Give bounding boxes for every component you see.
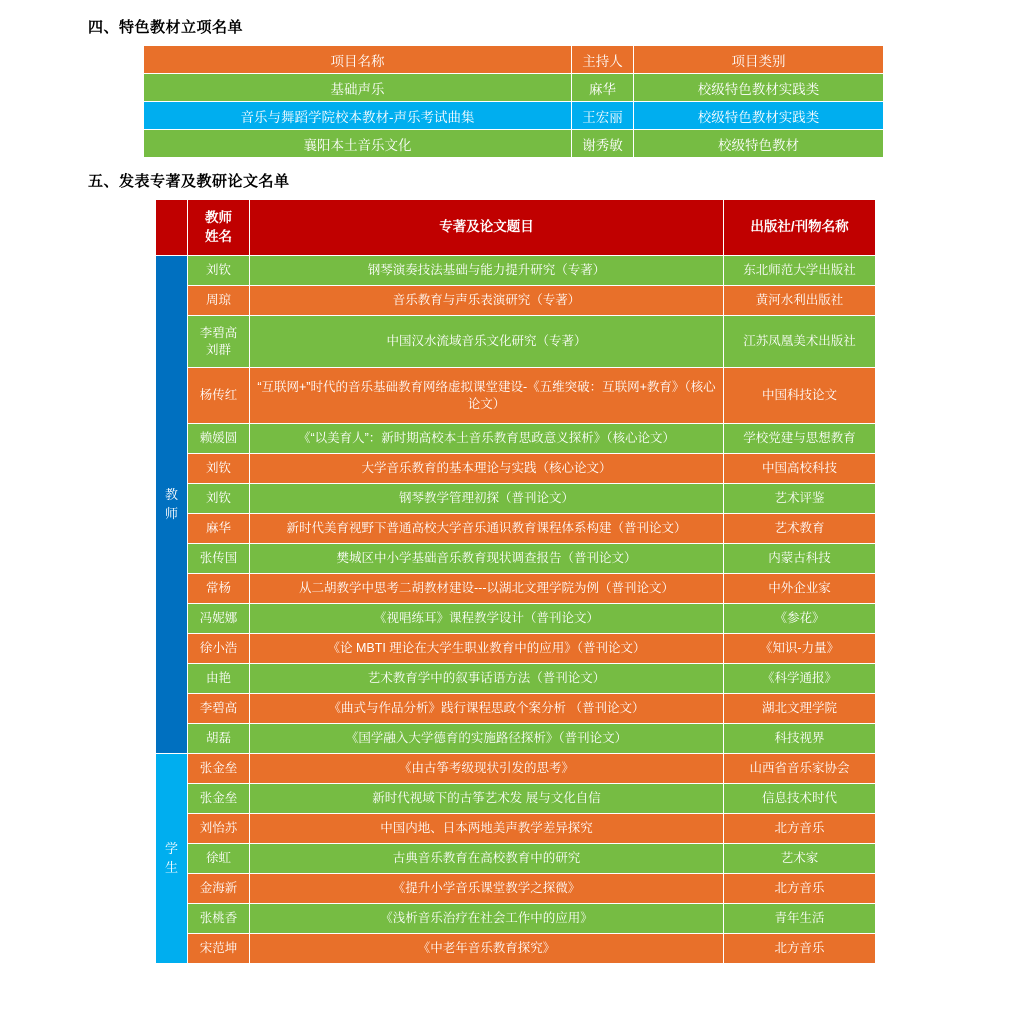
table-row bbox=[156, 844, 876, 874]
cell-publication-title: 《中老年音乐教育探究》 bbox=[250, 934, 724, 964]
table-row bbox=[156, 454, 876, 484]
cell-publisher-name: 青年生活 bbox=[724, 904, 876, 934]
table-row bbox=[156, 514, 876, 544]
header-publisher: 出版社/刊物名称 bbox=[724, 200, 876, 256]
cell-publisher-name: 信息技术时代 bbox=[724, 784, 876, 814]
cell-author-name: 刘钦 bbox=[188, 256, 250, 286]
cell-publication-title: 钢琴演奏技法基础与能力提升研究（专著） bbox=[250, 256, 724, 286]
cell-publisher-name: 《知识-力量》 bbox=[724, 634, 876, 664]
table-row bbox=[144, 74, 884, 102]
table-row bbox=[156, 874, 876, 904]
table-row bbox=[156, 424, 876, 454]
cell-publication-title: 《浅析音乐治疗在社会工作中的应用》 bbox=[250, 904, 724, 934]
cell-publisher-name: 北方音乐 bbox=[724, 874, 876, 904]
section-heading-5: 五、发表专著及教研论文名单 bbox=[88, 173, 290, 190]
table-row bbox=[144, 102, 884, 130]
group-label-student: 学 生 bbox=[156, 754, 188, 964]
cell-author-name: 赖媛圆 bbox=[188, 424, 250, 454]
table-row bbox=[156, 724, 876, 754]
cell-publication-title: 《曲式与作品分析》践行课程思政个案分析 （普刊论文） bbox=[250, 694, 724, 724]
table-row bbox=[156, 316, 876, 368]
cell-author-name: 由艳 bbox=[188, 664, 250, 694]
cell-author-name: 胡磊 bbox=[188, 724, 250, 754]
cell-publisher-name: 学校党建与思想教育 bbox=[724, 424, 876, 454]
header-project-name: 项目名称 bbox=[144, 46, 572, 74]
table-row bbox=[156, 664, 876, 694]
textbook-table-body bbox=[144, 46, 884, 158]
table-row bbox=[156, 934, 876, 964]
cell-publication-title: 《“以美育人”：新时期高校本土音乐教育思政意义探析》（核心论文） bbox=[250, 424, 724, 454]
cell-publisher-name: 北方音乐 bbox=[724, 934, 876, 964]
table-row bbox=[156, 286, 876, 316]
cell-project-name: 音乐与舞蹈学院校本教材-声乐考试曲集 bbox=[144, 102, 572, 130]
cell-category: 校级特色教材 bbox=[634, 130, 884, 158]
cell-publication-title: 中国汉水流域音乐文化研究（专著） bbox=[250, 316, 724, 368]
cell-host: 麻华 bbox=[572, 74, 634, 102]
cell-publisher-name: 内蒙古科技 bbox=[724, 544, 876, 574]
cell-author-name: 徐小浩 bbox=[188, 634, 250, 664]
table-row bbox=[156, 484, 876, 514]
table-row bbox=[156, 544, 876, 574]
cell-publication-title: 《由古筝考级现状引发的思考》 bbox=[250, 754, 724, 784]
cell-publisher-name: 《参花》 bbox=[724, 604, 876, 634]
cell-author-name: 杨传红 bbox=[188, 368, 250, 424]
table-row bbox=[156, 574, 876, 604]
cell-publisher-name: 科技视界 bbox=[724, 724, 876, 754]
cell-publisher-name: 北方音乐 bbox=[724, 814, 876, 844]
cell-publication-title: 《视唱练耳》课程教学设计（普刊论文） bbox=[250, 604, 724, 634]
cell-author-name: 张金垒 bbox=[188, 754, 250, 784]
table-row bbox=[156, 754, 876, 784]
header-host: 主持人 bbox=[572, 46, 634, 74]
publications-table bbox=[155, 199, 876, 964]
cell-publisher-name: 中外企业家 bbox=[724, 574, 876, 604]
cell-publication-title: 大学音乐教育的基本理论与实践（核心论文） bbox=[250, 454, 724, 484]
cell-publisher-name: 东北师范大学出版社 bbox=[724, 256, 876, 286]
cell-publication-title: 《提升小学音乐课堂教学之探微》 bbox=[250, 874, 724, 904]
table-row bbox=[156, 604, 876, 634]
cell-publication-title: 艺术教育学中的叙事话语方法（普刊论文） bbox=[250, 664, 724, 694]
table-row bbox=[156, 784, 876, 814]
cell-author-name: 张桃香 bbox=[188, 904, 250, 934]
cell-category: 校级特色教材实践类 bbox=[634, 74, 884, 102]
cell-publisher-name: 湖北文理学院 bbox=[724, 694, 876, 724]
cell-publisher-name: 江苏凤凰美术出版社 bbox=[724, 316, 876, 368]
cell-author-name: 张金垒 bbox=[188, 784, 250, 814]
cell-publisher-name: 《科学通报》 bbox=[724, 664, 876, 694]
publications-table-body bbox=[156, 200, 876, 964]
cell-publication-title: “互联网+”时代的音乐基础教育网络虚拟课堂建设-《五维突破：互联网+教育》（核心论文） bbox=[250, 368, 724, 424]
cell-publication-title: 音乐教育与声乐表演研究（专著） bbox=[250, 286, 724, 316]
cell-author-name: 徐虹 bbox=[188, 844, 250, 874]
cell-publication-title: 从二胡教学中思考二胡教材建设---以湖北文理学院为例（普刊论文） bbox=[250, 574, 724, 604]
cell-publication-title: 新时代美育视野下普通高校大学音乐通识教育课程体系构建（普刊论文） bbox=[250, 514, 724, 544]
table-row bbox=[156, 368, 876, 424]
cell-publisher-name: 中国高校科技 bbox=[724, 454, 876, 484]
cell-author-name: 常杨 bbox=[188, 574, 250, 604]
header-category: 项目类别 bbox=[634, 46, 884, 74]
section-heading-4: 四、特色教材立项名单 bbox=[88, 19, 244, 36]
cell-author-name: 刘钦 bbox=[188, 484, 250, 514]
cell-publication-title: 《论 MBTI 理论在大学生职业教育中的应用》（普刊论文） bbox=[250, 634, 724, 664]
table-row bbox=[156, 694, 876, 724]
cell-publication-title: 钢琴教学管理初探（普刊论文） bbox=[250, 484, 724, 514]
header-corner-cell bbox=[156, 200, 188, 256]
cell-author-name: 周琼 bbox=[188, 286, 250, 316]
cell-author-name: 刘怡苏 bbox=[188, 814, 250, 844]
table-row bbox=[156, 814, 876, 844]
cell-author-name: 刘钦 bbox=[188, 454, 250, 484]
textbook-projects-table bbox=[143, 45, 884, 158]
cell-publication-title: 中国内地、日本两地美声教学差异探究 bbox=[250, 814, 724, 844]
group-label-teacher: 教 师 bbox=[156, 256, 188, 754]
cell-author-name: 冯妮娜 bbox=[188, 604, 250, 634]
cell-author-name: 金海新 bbox=[188, 874, 250, 904]
cell-publication-title: 《国学融入大学德育的实施路径探析》（普刊论文） bbox=[250, 724, 724, 754]
cell-publisher-name: 山西省音乐家协会 bbox=[724, 754, 876, 784]
cell-project-name: 基础声乐 bbox=[144, 74, 572, 102]
cell-author-name: 宋范坤 bbox=[188, 934, 250, 964]
table-header-row bbox=[144, 46, 884, 74]
cell-publisher-name: 艺术家 bbox=[724, 844, 876, 874]
table-row bbox=[144, 130, 884, 158]
cell-author-name: 李碧高 bbox=[188, 694, 250, 724]
cell-author-name: 李碧高 刘群 bbox=[188, 316, 250, 368]
cell-publication-title: 樊城区中小学基础音乐教育现状调查报告（普刊论文） bbox=[250, 544, 724, 574]
table-row bbox=[156, 904, 876, 934]
cell-author-name: 麻华 bbox=[188, 514, 250, 544]
cell-author-name: 张传国 bbox=[188, 544, 250, 574]
table-header-row bbox=[156, 200, 876, 256]
table-row bbox=[156, 634, 876, 664]
table-row bbox=[156, 256, 876, 286]
cell-publisher-name: 黄河水利出版社 bbox=[724, 286, 876, 316]
cell-publisher-name: 艺术评鉴 bbox=[724, 484, 876, 514]
cell-category: 校级特色教材实践类 bbox=[634, 102, 884, 130]
cell-publication-title: 新时代视域下的古筝艺术发 展与文化自信 bbox=[250, 784, 724, 814]
cell-publisher-name: 中国科技论文 bbox=[724, 368, 876, 424]
cell-host: 王宏丽 bbox=[572, 102, 634, 130]
cell-publication-title: 古典音乐教育在高校教育中的研究 bbox=[250, 844, 724, 874]
cell-project-name: 襄阳本土音乐文化 bbox=[144, 130, 572, 158]
header-teacher-name: 教师 姓名 bbox=[188, 200, 250, 256]
header-publication-title: 专著及论文题目 bbox=[250, 200, 724, 256]
cell-host: 谢秀敏 bbox=[572, 130, 634, 158]
cell-publisher-name: 艺术教育 bbox=[724, 514, 876, 544]
